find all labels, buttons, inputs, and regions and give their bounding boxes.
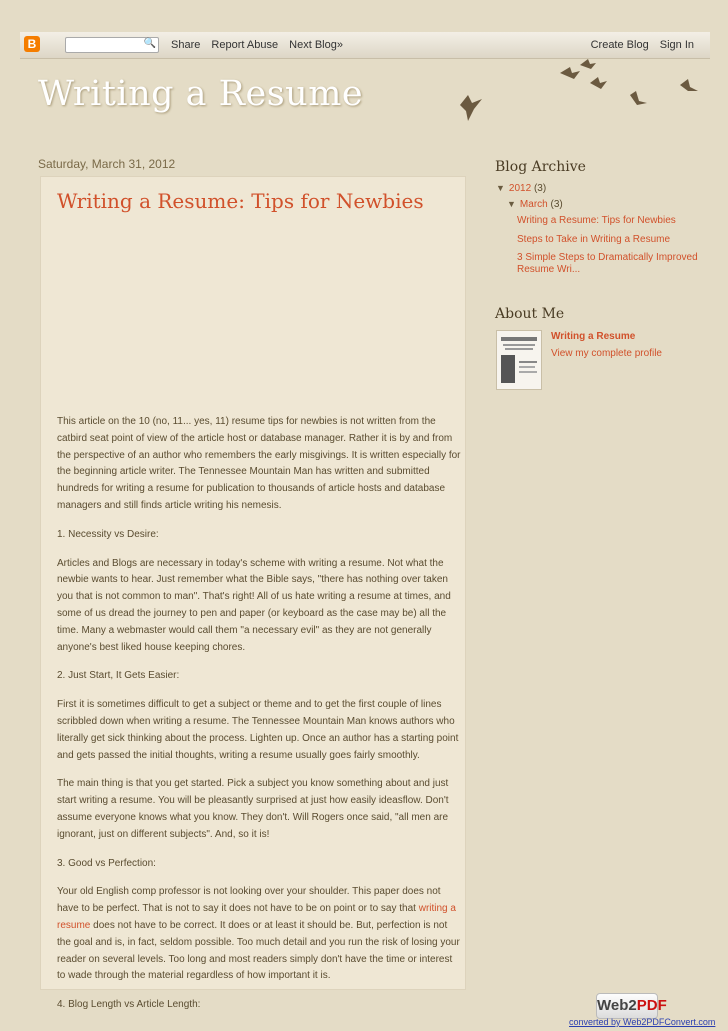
expand-triangle-icon[interactable]: ▼ — [496, 183, 505, 193]
birds-decoration-icon — [440, 55, 700, 135]
archive-year-link[interactable]: 2012 — [508, 183, 532, 194]
navbar-search-input[interactable] — [65, 37, 159, 53]
post-container — [40, 176, 466, 1011]
archive-post-link[interactable]: Steps to Take in Writing a Resume — [517, 234, 671, 245]
post-date: Saturday, March 31, 2012 — [38, 157, 176, 171]
book-cover-icon — [497, 331, 541, 389]
web2pdf-logo-text: Web2 — [597, 997, 637, 1014]
blogger-logo-icon[interactable]: B — [24, 36, 40, 52]
expand-triangle-icon[interactable]: ▼ — [507, 199, 516, 209]
view-profile-link[interactable]: View my complete profile — [551, 348, 662, 359]
create-blog-link[interactable]: Create Blog — [590, 39, 649, 51]
navbar-account-links — [583, 39, 694, 51]
archive-month-count: (3) — [550, 199, 563, 210]
section-heading: 4. Blog Length vs Article Length: — [57, 999, 201, 1011]
archive-month[interactable] — [507, 199, 563, 210]
archive-year[interactable] — [496, 183, 546, 194]
about-me-heading: About Me — [495, 306, 565, 322]
paragraph — [57, 884, 462, 985]
navbar-links — [171, 39, 351, 51]
web2pdf-logo[interactable] — [596, 993, 667, 1019]
paragraph: This article on the 10 (no, 11... yes, 11) resume tips for newbies is not written from the catbird seat point of view of the article host or database manager. Rather it is by and from the perspective of an author who remembers the early misgivings. It is written especially for the beginning article writer. The Tennessee Mountain Man has written and submitted hundreds for writing a resume for publication to thousands of article hosts and database managers and still finds article writing his nemesis. — [57, 416, 461, 511]
about-me-name[interactable]: Writing a Resume — [551, 331, 636, 342]
report-abuse-link[interactable]: Report Abuse — [211, 39, 279, 51]
archive-month-link[interactable]: March — [519, 199, 548, 210]
paragraph: First it is sometimes difficult to get a subject or theme and to get the first couple of lines scribbled down when writing a resume. The Tennessee Mountain Man knows authors who literally get sick thinking about the process. Lighten up. Once an author has a starting point and gets passed the initial thoughts, writing a resume usually goes fairly smoothly. — [57, 699, 459, 761]
web2pdf-logo-pdf: PDF — [636, 997, 667, 1014]
blog-title[interactable]: Writing a Resume — [38, 74, 364, 114]
profile-image[interactable] — [496, 330, 542, 390]
search-icon[interactable]: 🔍 — [143, 38, 156, 49]
section-heading: 2. Just Start, It Gets Easier: — [57, 670, 180, 682]
blog-archive-heading: Blog Archive — [495, 159, 586, 175]
share-link[interactable]: Share — [171, 39, 201, 51]
web2pdf-converted-link[interactable]: converted by Web2PDFConvert.com — [569, 1017, 716, 1027]
post-body — [57, 414, 462, 1026]
writing-a-resume-link[interactable]: writing a resume — [57, 903, 456, 931]
paragraph: Articles and Blogs are necessary in today's scheme with writing a resume. Not what the newbie wants to hear. Just remember what the Bible says, "there has nothing over taken you that is not common to man". That's right! All of us hate writing a resume at times, and some of us dread the journey to pen and paper (or keyboard as the case may be) all the time. Many a webmaster would call them "a necessary evil" as they are not generally anyone's best liked house keeping chores. — [57, 557, 451, 653]
next-blog-link[interactable]: Next Blog» — [289, 39, 343, 51]
section-heading: 3. Good vs Perfection: — [57, 857, 156, 869]
paragraph: The main thing is that you get started. Pick a subject you know something about and just start writing a resume. You will be pleasantly surprised at just how easily ideasflow. Don't assume everyone knows what you know. They don't. Will Rogers once said, "all men are ignorant, just on different subjects". And, so it is! — [57, 778, 449, 840]
archive-post-link[interactable]: 3 Simple Steps to Dramatically Improved Resume Wri... — [517, 252, 698, 275]
section-heading: 1. Necessity vs Desire: — [57, 528, 159, 540]
archive-post-link[interactable]: Writing a Resume: Tips for Newbies — [517, 215, 676, 226]
sign-in-link[interactable]: Sign In — [659, 39, 694, 51]
paragraph-text: Your old English comp professor is not looking over your shoulder. This paper does not have to be perfect. That is not to say it does not have to be on point or to say that — [57, 886, 441, 915]
archive-year-count: (3) — [533, 183, 547, 194]
post-title[interactable]: Writing a Resume: Tips for Newbies — [57, 189, 424, 213]
paragraph-text: does not have to be correct. It does or at least it should be. But, perfection is not the goal and is, in fact, seldom possible. Too much detail and you run the risk of losing your reader on several levels. Too long and most readers simply don't have the time or interest to wade through the material regardless of how important it is. — [57, 919, 460, 982]
